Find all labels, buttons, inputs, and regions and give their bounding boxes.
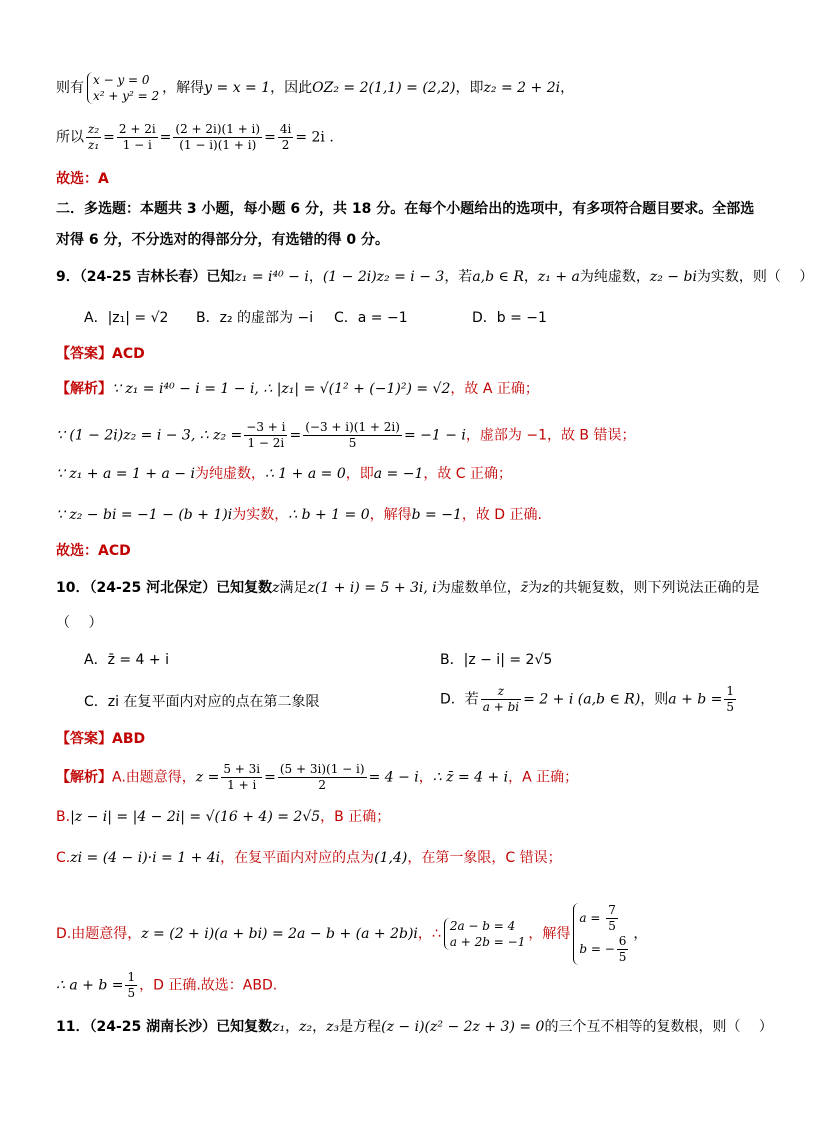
- fraction: $\frac{1}{5}$: [726, 684, 735, 714]
- question-11-stem: 11．（24-25 湖南长沙）已知复数z₁，z₂，z₃是方程(z − i)(z² − 2z + 3) = 0的三个互不相等的复数根，则（ ）: [56, 1019, 773, 1035]
- section-heading-line-1: 二．多选题：本题共 3 小题，每小题 6 分，共 18 分。在每个小题给出的选项中，有多项符合题目要求。全部选: [56, 201, 755, 217]
- solution-line-1: 则有 x − y = 0 x² + y² = 2 ，解得y = x = 1，因此OZ₂ = 2(1,1) = (2,2)，即z₂ = 2 + 2i，: [56, 73, 575, 103]
- fraction: $\frac{-3 + i}{1 - 2i}$: [246, 420, 286, 450]
- q9-option-d: D．b = −1: [472, 310, 547, 326]
- fraction: $\frac{(-3 + i)(1 + 2i)}{5}$: [305, 420, 400, 450]
- fraction: $\frac{1}{5}$: [127, 970, 136, 1000]
- solution-system: a = $\frac{7}{5}$ b = − $\frac{6}{5}$: [573, 903, 630, 965]
- q9-answer: 【答案】ACD: [56, 346, 145, 362]
- q10-option-d: D．若 $\frac{z}{a + bi}$ = 2 + i (a,b ∈ R)，则a + b = $\frac{1}{5}$: [440, 684, 735, 714]
- q10-analysis-2: B.|z − i| = |4 − 2i| = √(16 + 4) = 2√5，B 正确；: [56, 809, 391, 825]
- fraction: $\frac{5 + 3i}{1 + i}$: [223, 762, 261, 792]
- fraction: $\frac{2 + 2i}{1 - i}$: [118, 122, 156, 152]
- question-9-stem: 9．（24-25 吉林长春）已知z₁ = i⁴⁰ − i，(1 − 2i)z₂ = i − 3，若a,b ∈ R，z₁ + a为纯虚数，z₂ − bi为实数，则（ ）: [56, 269, 813, 285]
- q9-analysis-2: ∵ (1 − 2i)z₂ = i − 3, ∴ z₂ = $\frac{-3 + i}{1 - 2i}$ = $\frac{(-3 + i)(1 + 2i)}{5}$ = −1 − i，虚部为 −1，故 B 错误；: [56, 420, 636, 450]
- question-10-stem: 10．（24-25 河北保定）已知复数z满足z(1 + i) = 5 + 3i, i为虚数单位，z̄为z的共轭复数，则下列说法正确的是: [56, 580, 760, 596]
- text: 则有: [56, 80, 84, 96]
- fraction: $\frac{4i}{2}$: [279, 122, 292, 152]
- fraction: $\frac{(2 + 2i)(1 + i)}{(1 - i)(1 + i)}$: [175, 122, 261, 152]
- q10-analysis-4: D.由题意得，z = (2 + i)(a + bi) = 2a − b + (a + 2b)i，∴ 2a − b = 4 a + 2b = −1 ，解得 a = $\frac{7}{5}$ b = − $\frac{6}{5}$ ，: [56, 903, 648, 964]
- q9-choice: 故选：ACD: [56, 543, 131, 559]
- q10-analysis-5: ∴ a + b = $\frac{1}{5}$ ，D 正确.故选：ABD.: [56, 970, 278, 1000]
- vector-expression: OZ₂ = 2(1,1) = (2,2): [312, 80, 456, 96]
- q9-analysis-4: ∵ z₂ − bi = −1 − (b + 1)i为实数，∴ b + 1 = 0，解得b = −1，故 D 正确.: [56, 507, 542, 523]
- fraction: $\frac{(5 + 3i)(1 - i)}{2}$: [279, 762, 365, 792]
- q9-option-b: B．z₂ 的虚部为 −i: [196, 310, 314, 326]
- solution-line-2: 所以 $\frac{\text{z₂}}{\text{z₁}}$ = $\frac{2 + 2i}{1 - i}$ = $\frac{(2 + 2i)(1 + i)}{(1 - i)(1 + i)}$ = $\frac{4i}{2}$ = 2i .: [56, 122, 334, 152]
- q9-analysis-3: ∵ z₁ + a = 1 + a − i为纯虚数，∴ 1 + a = 0，即a = −1，故 C 正确；: [56, 466, 513, 482]
- q10-analysis-3: C.zi = (4 − i)·i = 1 + 4i，在复平面内对应的点为(1,4)，在第一象限，C 错误；: [56, 850, 562, 866]
- section-heading-line-2: 对得 6 分，不分选对的得部分分，有选错的得 0 分。: [56, 232, 389, 248]
- q9-option-c: C．a = −1: [334, 310, 408, 326]
- q10-option-c: C．zi 在复平面内对应的点在第二象限: [84, 694, 320, 710]
- fraction: $\frac{\text{z₂}}{\text{z₁}}$: [88, 122, 100, 152]
- q10-option-a: A．z̄ = 4 + i: [84, 652, 169, 668]
- q9-option-a: A．|z₁| = √2: [84, 310, 169, 326]
- choice-line: 故选：A: [56, 171, 109, 187]
- equation-system: 2a − b = 4 a + 2b = −1: [444, 918, 526, 950]
- fraction: $\frac{z}{a + bi}$: [482, 684, 520, 714]
- q10-analysis-1: 【解析】A.由题意得，z = $\frac{5 + 3i}{1 + i}$ = $\frac{(5 + 3i)(1 - i)}{2}$ = 4 − i，∴ z̄ = 4 + i，A 正确；: [56, 762, 579, 792]
- equation-system: x − y = 0 x² + y² = 2: [87, 72, 159, 104]
- question-10-paren: （ ）: [56, 615, 103, 631]
- q9-analysis-1: 【解析】∵ z₁ = i⁴⁰ − i = 1 − i, ∴ |z₁| = √(1² + (−1)²) = √2，故 A 正确；: [56, 381, 539, 397]
- q10-option-b: B．|z − i| = 2√5: [440, 652, 553, 668]
- q10-answer: 【答案】ABD: [56, 731, 146, 747]
